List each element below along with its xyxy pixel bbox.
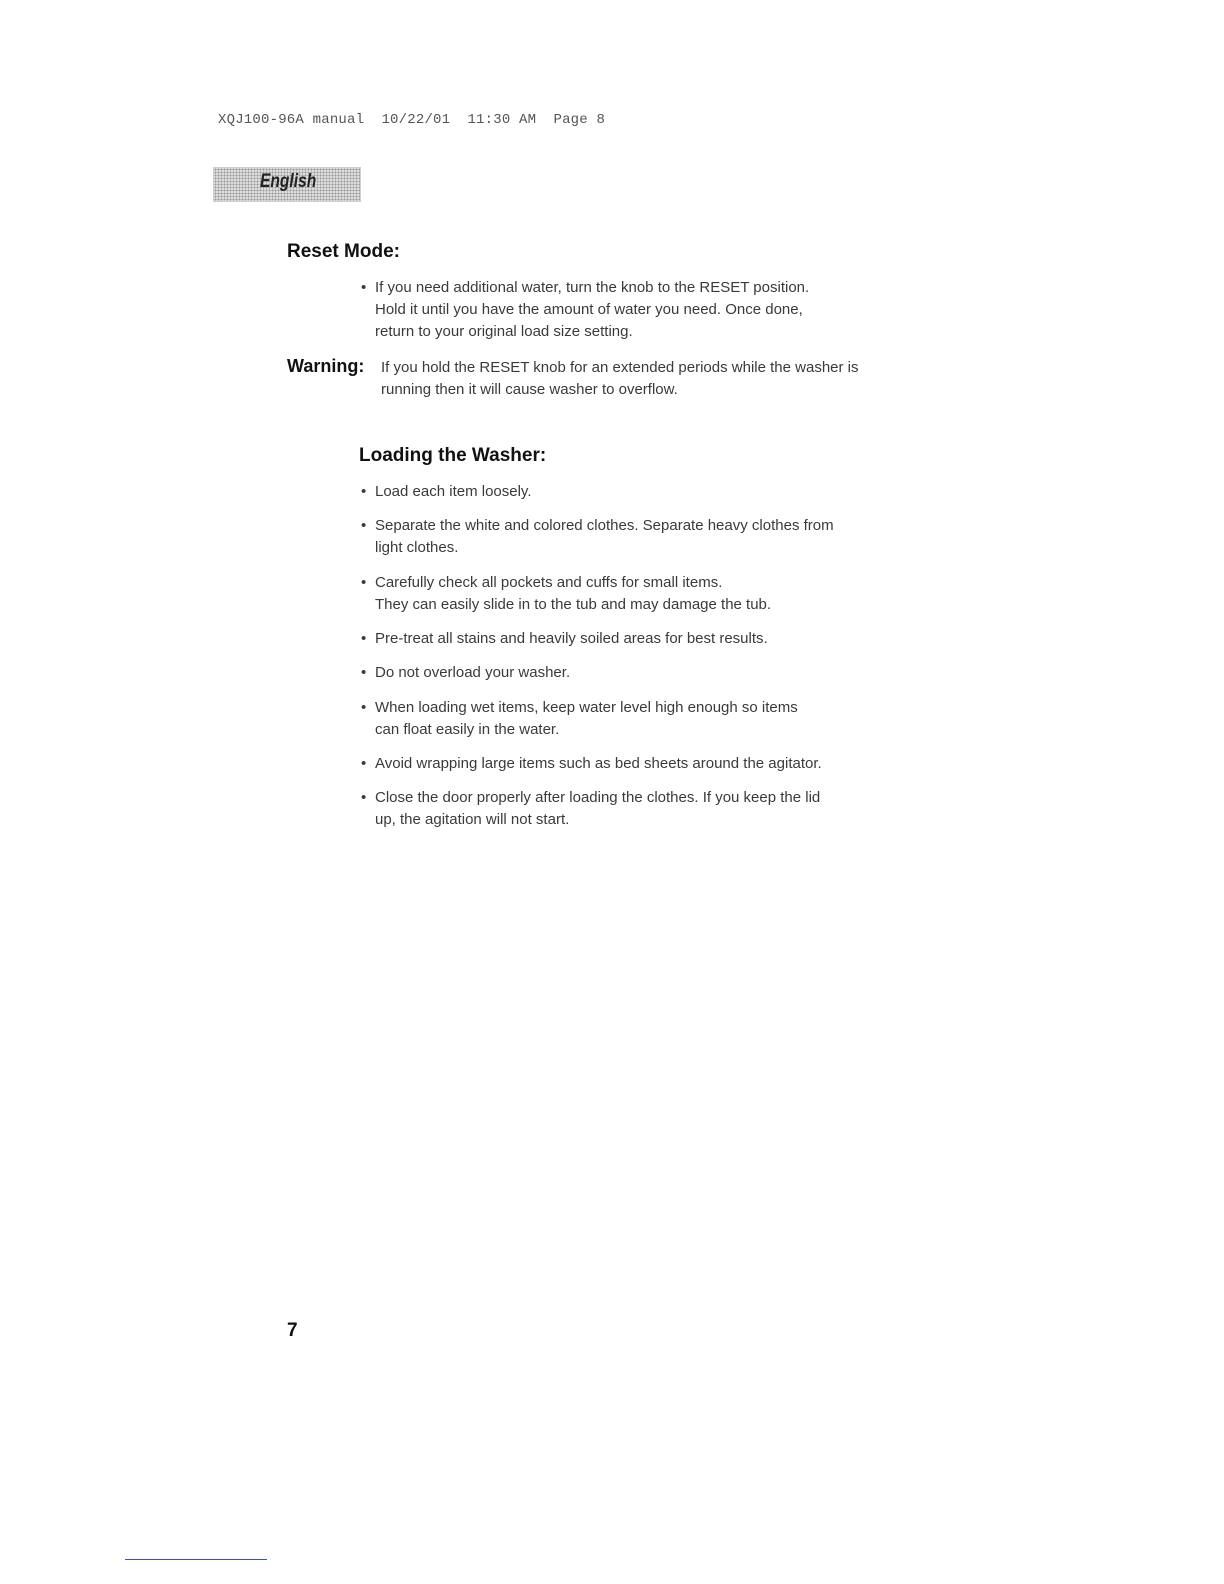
bullet-line: Separate the white and colored clothes. Separate heavy clothes from [375, 517, 834, 534]
bullet-dot: • [361, 755, 367, 772]
bullet-dot: • [361, 630, 367, 647]
loading-bullet-4 [361, 628, 768, 650]
print-header [218, 112, 605, 128]
bullet-dot: • [361, 664, 367, 681]
header-date: 10/22/01 [381, 112, 451, 128]
bullet-dot: • [361, 699, 367, 716]
bullet-line: Pre-treat all stains and heavily soiled areas for best results. [375, 630, 768, 647]
reset-mode-heading: Reset Mode: [287, 241, 400, 262]
loading-bullet-5 [361, 662, 571, 684]
reset-bullet [361, 277, 810, 343]
warning-line-1: If you hold the RESET knob for an extended periods while the washer is [381, 359, 859, 376]
loading-bullet-1 [361, 481, 532, 503]
bullet-line: up, the agitation will not start. [375, 811, 570, 828]
loading-heading: Loading the Washer: [359, 445, 547, 466]
loading-bullet-8 [361, 787, 821, 831]
warning-label: Warning: [287, 356, 365, 376]
bullet-dot: • [361, 789, 367, 806]
language-tab [213, 167, 361, 202]
bullet-line: They can easily slide in to the tub and may damage the tub. [375, 596, 772, 613]
loading-bullet-7 [361, 753, 822, 775]
bullet-dot: • [361, 517, 367, 534]
bullet-line: Avoid wrapping large items such as bed sheets around the agitator. [375, 755, 822, 772]
language-tab-label: English [260, 171, 317, 192]
reset-line-1: If you need additional water, turn the knob to the RESET position. [375, 279, 810, 296]
page-number: 7 [287, 1320, 298, 1341]
bullet-line: Load each item loosely. [375, 483, 532, 500]
header-page: Page 8 [553, 112, 606, 128]
bullet-dot: • [361, 483, 367, 500]
bullet-line: Carefully check all pockets and cuffs for small items. [375, 574, 723, 591]
bullet-line: light clothes. [375, 539, 459, 556]
bullet-line: Close the door properly after loading the clothes. If you keep the lid [375, 789, 821, 806]
header-time: 11:30 AM [467, 112, 537, 128]
bullet-line: When loading wet items, keep water level high enough so items [375, 699, 798, 716]
reset-line-3: return to your original load size setting. [375, 323, 633, 340]
loading-bullet-2 [361, 515, 834, 559]
loading-bullet-3 [361, 572, 772, 616]
warning-line-2: running then it will cause washer to overflow. [381, 381, 678, 398]
header-file: XQJ100-96A manual [218, 112, 365, 128]
bullet-line: can float easily in the water. [375, 721, 560, 738]
warning-text [381, 357, 859, 401]
bottom-rule [125, 1559, 267, 1560]
bullet-line: Do not overload your washer. [375, 664, 571, 681]
loading-bullet-6 [361, 697, 798, 741]
bullet-dot: • [361, 574, 367, 591]
bullet-dot: • [361, 279, 367, 296]
reset-line-2: Hold it until you have the amount of water you need. Once done, [375, 301, 803, 318]
